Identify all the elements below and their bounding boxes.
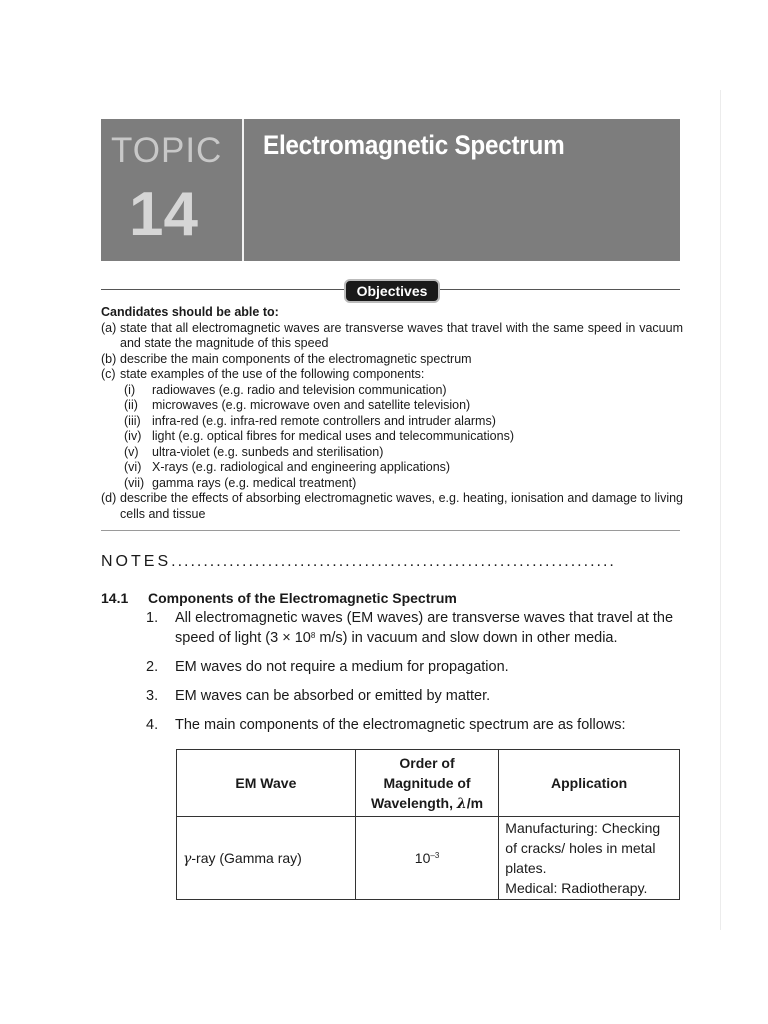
objective-text: state that all electromagnetic waves are transverse waves that travel with the same speed in vacuum and state the magnitude of this speed xyxy=(120,320,683,350)
sub-item xyxy=(124,429,683,445)
objective-label: (b) xyxy=(101,351,117,366)
section-points xyxy=(146,608,686,744)
sub-item-label: (iv) xyxy=(124,429,142,443)
gamma-symbol: γ xyxy=(183,850,192,867)
point-text: EM waves do not require a medium for propagation. xyxy=(175,659,509,675)
topic-number: 14 xyxy=(129,180,198,249)
table-header-row xyxy=(177,750,680,817)
sub-item-text: gamma rays (e.g. medical treatment) xyxy=(152,475,357,490)
list-item xyxy=(146,715,686,735)
objective-item xyxy=(101,491,683,522)
list-item xyxy=(146,686,686,706)
point-number: 4. xyxy=(146,717,159,733)
objectives-badge: Objectives xyxy=(344,279,440,303)
notes-dots: ..................................................................... xyxy=(171,553,616,570)
section-number: 14.1 xyxy=(101,590,129,606)
objectives-heading: Candidates should be able to: xyxy=(101,305,279,319)
objective-item xyxy=(101,367,683,383)
point-number: 3. xyxy=(146,688,159,704)
header-em-wave: EM Wave xyxy=(177,750,356,817)
objective-label: (a) xyxy=(101,320,117,335)
topic-banner xyxy=(101,119,680,261)
point-number: 1. xyxy=(146,610,159,626)
point-text: The main components of the electromagnetic spectrum are as follows: xyxy=(175,717,626,733)
table-row xyxy=(177,817,680,900)
notes-label: NOTES xyxy=(101,553,172,570)
sub-item-label: (vi) xyxy=(124,460,142,474)
em-spectrum-table xyxy=(176,749,680,900)
sub-item-text: ultra-violet (e.g. sunbeds and sterilisation) xyxy=(152,444,384,459)
sub-item-text: light (e.g. optical fibres for medical uses and telecommunications) xyxy=(152,429,514,443)
sub-item-label: (v) xyxy=(124,444,139,459)
sub-item xyxy=(124,476,683,492)
cell-em-wave: γ-ray (Gamma ray) xyxy=(177,817,356,900)
objective-text: describe the effects of absorbing electromagnetic waves, e.g. heating, ionisation and damage to living cells and tissue xyxy=(120,491,683,521)
list-item xyxy=(146,608,686,648)
sub-item xyxy=(124,383,683,399)
objectives-list xyxy=(101,305,683,522)
header-wavelength: Order of Magnitude of Wavelength, λ/m xyxy=(355,750,498,817)
objective-label: (d) xyxy=(101,491,117,505)
exponent: 8 xyxy=(310,631,316,640)
objective-sublist xyxy=(101,383,683,492)
point-number: 2. xyxy=(146,659,159,675)
objective-text: describe the main components of the electromagnetic spectrum xyxy=(120,351,472,366)
point-text: All electromagnetic waves (EM waves) are transverse waves that travel at the speed of light ($3 \times 10^8$ m/s) in vacuum and slow down in other media. xyxy=(175,610,674,646)
sub-item-text: microwaves (e.g. microwave oven and satellite television) xyxy=(152,398,471,412)
objective-item xyxy=(101,321,683,352)
header-application: Application xyxy=(499,750,680,817)
notes-heading xyxy=(101,553,681,571)
sub-item-text: X-rays (e.g. radiological and engineering applications) xyxy=(152,460,451,474)
topic-title: Electromagnetic Spectrum xyxy=(263,130,565,160)
exponent: –3 xyxy=(430,851,440,860)
banner-divider xyxy=(242,119,244,261)
section-title: Components of the Electromagnetic Spectrum xyxy=(148,590,457,606)
sub-item xyxy=(124,414,683,430)
lambda-symbol: λ xyxy=(456,795,467,812)
list-item xyxy=(146,657,686,677)
topic-label: TOPIC xyxy=(111,131,223,170)
sub-item-text: radiowaves (e.g. radio and television communication) xyxy=(152,382,447,397)
sub-item-label: (vii) xyxy=(124,475,145,490)
objective-text: state examples of the use of the following components: xyxy=(120,367,425,381)
sub-item-text: infra-red (e.g. infra-red remote controllers and intruder alarms) xyxy=(152,413,496,428)
cell-application: Manufacturing: Checking of cracks/ holes in metal plates. Medical: Radiotherapy. xyxy=(499,817,680,900)
sub-item-label: (iii) xyxy=(124,413,141,428)
objectives-end-rule xyxy=(101,530,680,531)
objective-label: (c) xyxy=(101,367,116,381)
sub-item-label: (i) xyxy=(124,382,136,397)
sub-item xyxy=(124,445,683,461)
sub-item xyxy=(124,398,683,414)
point-text: EM waves can be absorbed or emitted by matter. xyxy=(175,688,491,704)
sub-item-label: (ii) xyxy=(124,398,138,412)
sub-item xyxy=(124,460,683,476)
page-edge-line xyxy=(720,90,721,930)
objective-item xyxy=(101,352,683,368)
cell-wavelength: $10^{-3}$ xyxy=(355,817,498,900)
